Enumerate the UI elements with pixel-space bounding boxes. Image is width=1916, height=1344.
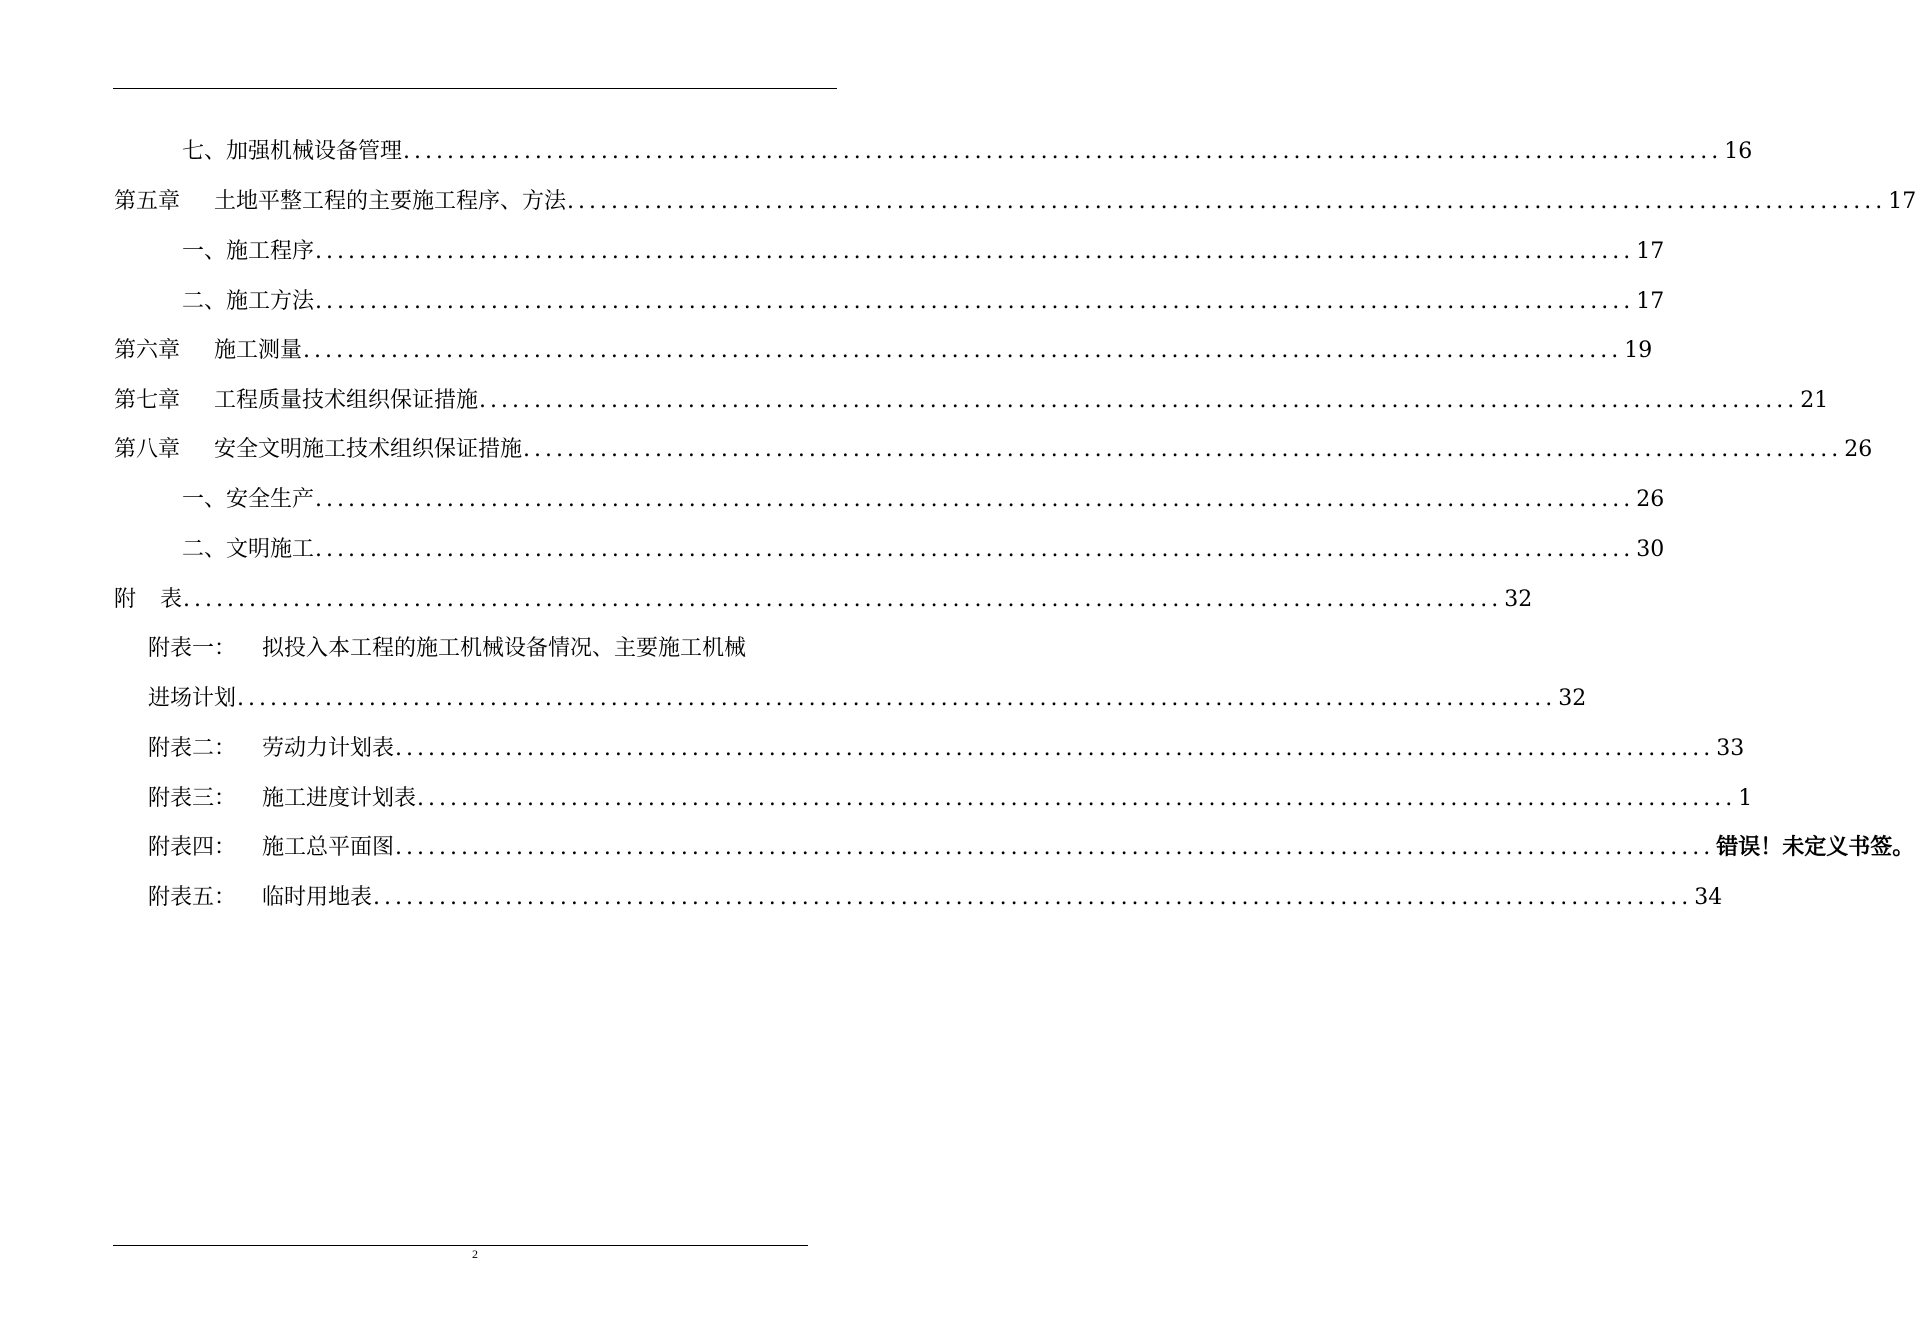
toc-entry-label: 进场计划 (148, 686, 237, 711)
toc-entry-label (114, 585, 182, 615)
toc-leader: ........................................................................................................................ (373, 885, 1693, 910)
toc-leader: ........................................................................................................................ (315, 239, 1635, 264)
toc-entry[interactable] (182, 485, 1665, 515)
appendix-title: 劳动力计划表 (262, 736, 395, 761)
toc-page-number: 34 (1694, 885, 1723, 910)
appendix-number: 附表四： (148, 835, 237, 860)
toc-page-number: 16 (1724, 139, 1753, 164)
toc-leader: ........................................................................................................................ (417, 786, 1737, 811)
toc-entry-label (114, 187, 566, 217)
toc-entry[interactable] (114, 435, 1873, 465)
toc-leader: ........................................................................................................................ (567, 189, 1887, 214)
toc-entry[interactable] (114, 336, 1653, 366)
appendix-number: 附表三： (148, 786, 237, 811)
toc-page-number: 32 (1504, 587, 1533, 612)
toc-page-number: 17 (1636, 289, 1665, 314)
toc-leader: ........................................................................................................................ (479, 388, 1799, 413)
toc-page-number: 33 (1716, 736, 1745, 761)
appendix-label-part: 附 (114, 587, 137, 612)
toc-entry[interactable] (182, 137, 1753, 167)
appendix-number: 附表二： (148, 736, 237, 761)
toc-leader: ........................................................................................................................ (315, 289, 1635, 314)
toc-leader: ........................................................................................................................ (395, 736, 1715, 761)
appendix-number: 附表一： (148, 636, 237, 661)
toc-leader: ........................................................................................................................ (523, 437, 1843, 462)
appendix-title: 施工进度计划表 (262, 786, 417, 811)
toc-page-number: 32 (1558, 686, 1587, 711)
toc-entry[interactable] (148, 734, 1745, 764)
toc-leader: ........................................................................................................................ (315, 537, 1635, 562)
toc-entry-label (148, 784, 416, 814)
toc-entry-first-line[interactable] (148, 634, 836, 664)
toc-entry-label (148, 833, 394, 863)
toc-entry[interactable] (148, 784, 1753, 814)
toc-entry[interactable] (114, 386, 1829, 416)
appendix-title: 施工总平面图 (262, 835, 395, 860)
appendix-title: 拟投入本工程的施工机械设备情况、主要施工机械 (262, 636, 747, 661)
toc-leader: ........................................................................................................................ (395, 835, 1715, 860)
toc-entry-label (148, 883, 372, 913)
header-rule (113, 88, 837, 89)
toc-entry[interactable] (182, 287, 1665, 317)
toc-entry-label: 七、加强机械设备管理 (182, 139, 403, 164)
toc-entry-label: 一、安全生产 (182, 487, 315, 512)
toc-entry-label: 二、文明施工 (182, 537, 315, 562)
toc-page-number: 26 (1844, 437, 1873, 462)
toc-entry-label (114, 435, 522, 465)
footer-rule (113, 1245, 808, 1246)
toc-entry[interactable] (148, 684, 1587, 714)
toc-page-number: 30 (1636, 537, 1665, 562)
toc-page-number: 19 (1624, 338, 1653, 363)
chapter-number: 第八章 (114, 437, 181, 462)
toc-entry-label (114, 336, 302, 366)
footer-page-number: 2 (472, 1247, 478, 1261)
appendix-title: 临时用地表 (262, 885, 373, 910)
chapter-title: 工程质量技术组织保证措施 (214, 388, 479, 413)
toc-entry-label: 二、施工方法 (182, 289, 315, 314)
bookmark-error-text: 错误！未定义书签。 (1716, 835, 1915, 860)
toc-entry[interactable] (114, 187, 1916, 217)
toc-page-number: 17 (1888, 189, 1916, 214)
toc-entry[interactable] (182, 237, 1665, 267)
toc-entry-label (114, 386, 478, 416)
chapter-title: 土地平整工程的主要施工程序、方法 (214, 189, 567, 214)
appendix-number: 附表五： (148, 885, 237, 910)
toc-entry[interactable] (148, 833, 1915, 863)
toc-leader: ........................................................................................................................ (315, 487, 1635, 512)
toc-page-number: 1 (1738, 786, 1753, 811)
toc-entry-label (148, 734, 394, 764)
chapter-number: 第七章 (114, 388, 181, 413)
toc-entry-label: 一、施工程序 (182, 239, 315, 264)
chapter-number: 第六章 (114, 338, 181, 363)
toc-entry[interactable] (182, 535, 1665, 565)
chapter-title: 施工测量 (214, 338, 303, 363)
toc-leader: ........................................................................................................................ (403, 139, 1723, 164)
appendix-label-part: 表 (160, 587, 183, 612)
toc-leader: ........................................................................................................................ (303, 338, 1623, 363)
toc-entry[interactable] (148, 883, 1723, 913)
chapter-number: 第五章 (114, 189, 181, 214)
toc-leader: ........................................................................................................................ (183, 587, 1503, 612)
toc-page-number: 17 (1636, 239, 1665, 264)
toc-page-number: 26 (1636, 487, 1665, 512)
chapter-title: 安全文明施工技术组织保证措施 (214, 437, 523, 462)
toc-entry[interactable] (114, 585, 1533, 615)
toc-leader: ........................................................................................................................ (237, 686, 1557, 711)
toc-page-number: 21 (1800, 388, 1829, 413)
